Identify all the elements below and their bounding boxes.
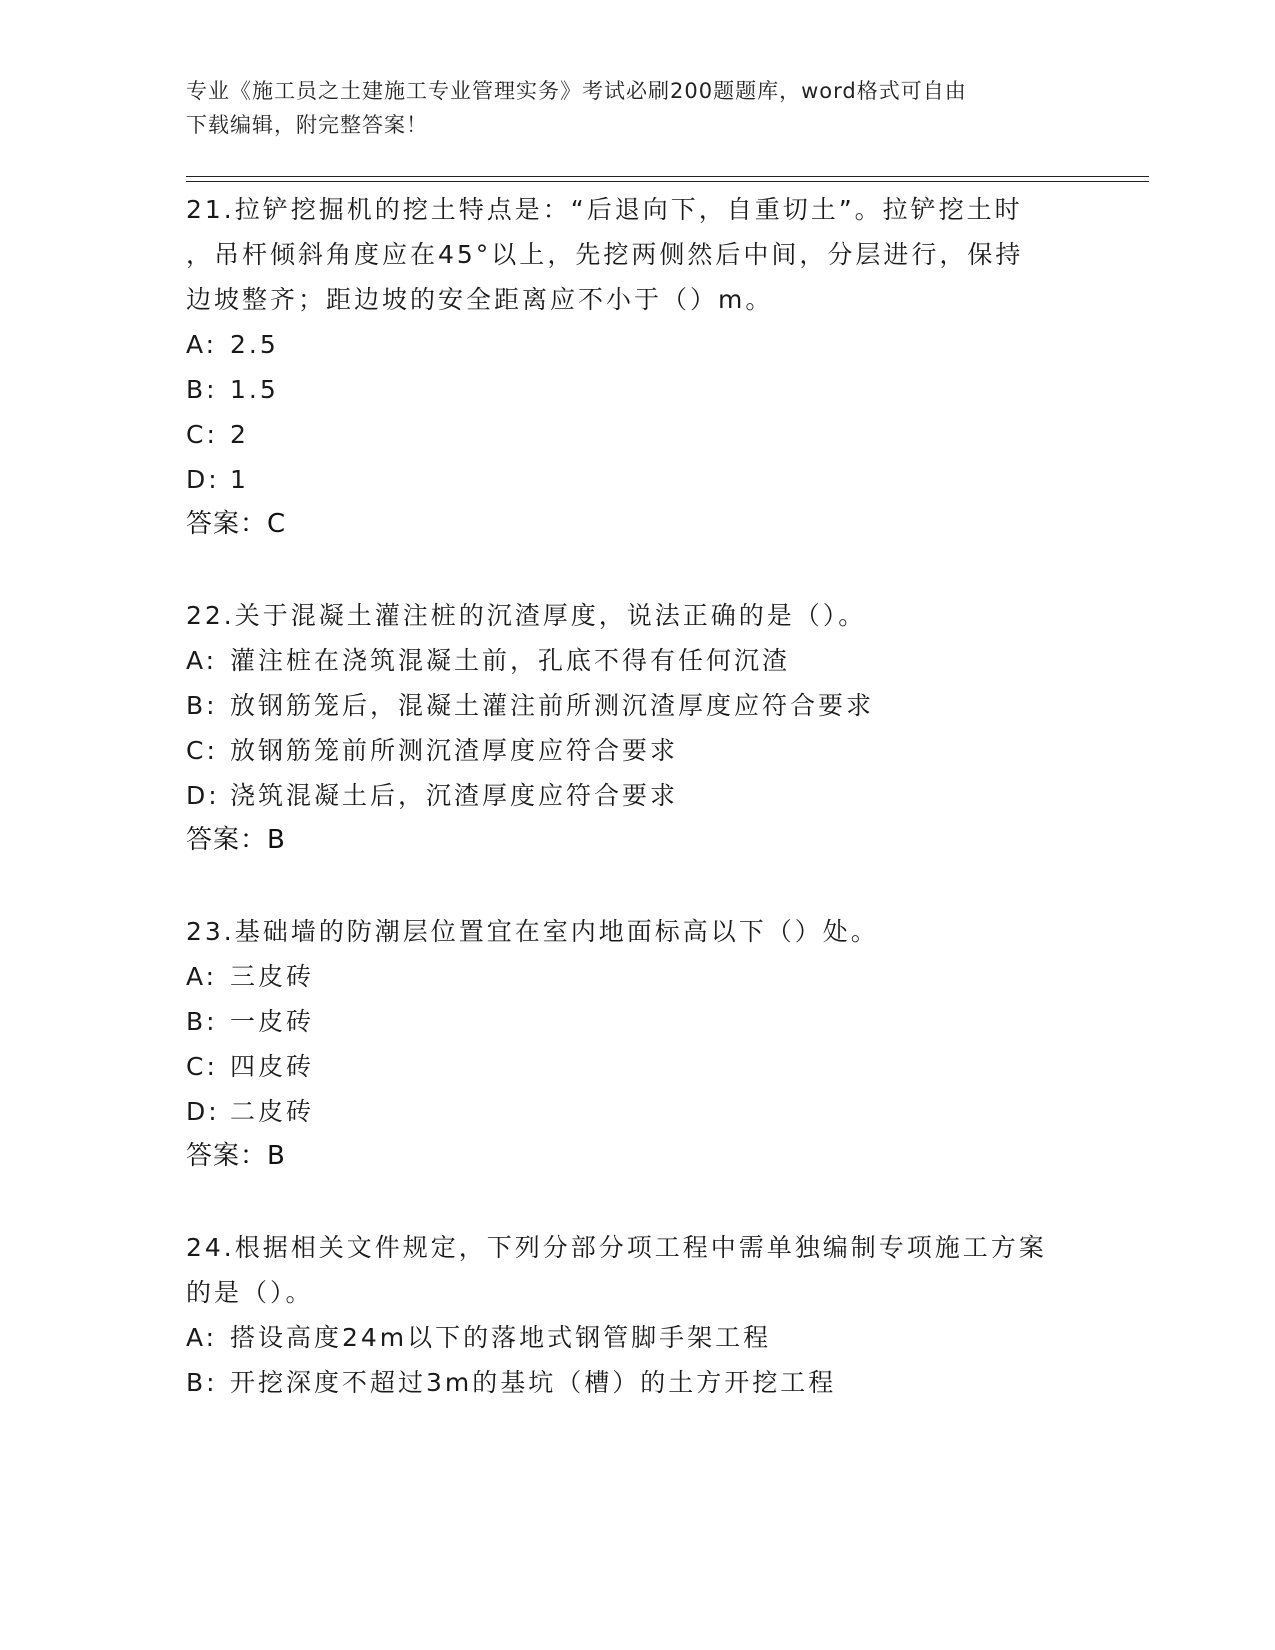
option-c	[186, 412, 1086, 457]
question-stem-line: 的是（）。	[186, 1278, 314, 1307]
header-divider-bottom	[186, 181, 1149, 182]
option-a	[186, 1315, 1086, 1360]
question-stem-line: ，吊杆倾斜角度应在45°以上，先挖两侧然后中间，分层进行，保持	[186, 240, 1024, 269]
option-text: 一皮砖	[230, 1007, 315, 1036]
option-text: 放钢筋笼后，混凝土灌注前所测沉渣厚度应符合要求	[230, 691, 875, 720]
option-text: 2	[230, 420, 249, 449]
question-stem-line: 22.关于混凝土灌注桩的沉渣厚度，说法正确的是（）。	[186, 601, 867, 630]
answer-label: 答案：B	[186, 825, 286, 855]
option-key: B:	[186, 1007, 218, 1036]
option-b	[186, 683, 1086, 728]
option-a	[186, 954, 1086, 999]
option-key: A:	[186, 1323, 218, 1352]
option-key: D:	[186, 781, 220, 810]
answer-label: 答案：C	[186, 509, 287, 539]
option-d	[186, 773, 1086, 818]
option-key: D:	[186, 1097, 220, 1126]
option-key: B:	[186, 1368, 218, 1397]
question-stem-line: 边坡整齐；距边坡的安全距离应不小于（）m。	[186, 285, 774, 314]
option-text: 四皮砖	[230, 1052, 315, 1081]
option-key: C:	[186, 736, 218, 765]
question-stem-line: 24.根据相关文件规定，下列分部分项工程中需单独编制专项施工方案	[186, 1233, 1047, 1262]
header-line-2: 下载编辑，附完整答案！	[186, 113, 428, 137]
question-22	[186, 593, 1086, 863]
option-d	[186, 1089, 1086, 1134]
option-b	[186, 1360, 1086, 1405]
option-key: C:	[186, 1052, 218, 1081]
option-key: B:	[186, 375, 218, 404]
option-b	[186, 999, 1086, 1044]
option-key: C:	[186, 420, 218, 449]
option-text: 放钢筋笼前所测沉渣厚度应符合要求	[230, 736, 679, 765]
option-c	[186, 1044, 1086, 1089]
option-text: 三皮砖	[230, 962, 315, 991]
option-key: A:	[186, 962, 218, 991]
option-text: 2.5	[230, 330, 279, 359]
option-text: 搭设高度24m以下的落地式钢管脚手架工程	[230, 1323, 772, 1352]
option-b	[186, 367, 1086, 412]
question-24	[186, 1225, 1086, 1405]
document-header	[186, 74, 1066, 142]
option-key: A:	[186, 646, 218, 675]
option-text: 浇筑混凝土后，沉渣厚度应符合要求	[230, 781, 679, 810]
option-text: 二皮砖	[230, 1097, 315, 1126]
question-23	[186, 909, 1086, 1179]
option-text: 灌注桩在浇筑混凝土前，孔底不得有任何沉渣	[230, 646, 791, 675]
question-stem-line: 23.基础墙的防潮层位置宜在室内地面标高以下（）处。	[186, 917, 879, 946]
option-text: 1	[230, 465, 249, 494]
option-key: B:	[186, 691, 218, 720]
option-c	[186, 728, 1086, 773]
question-21	[186, 187, 1086, 547]
answer-label: 答案：B	[186, 1141, 286, 1171]
option-text: 开挖深度不超过3m的基坑（槽）的土方开挖工程	[230, 1368, 837, 1397]
option-a	[186, 638, 1086, 683]
option-d	[186, 457, 1086, 502]
question-list	[186, 187, 1086, 1451]
option-key: A:	[186, 330, 218, 359]
header-divider-top	[186, 176, 1149, 177]
option-a	[186, 322, 1086, 367]
option-text: 1.5	[230, 375, 279, 404]
header-line-1: 专业《施工员之土建施工专业管理实务》考试必刷200题题库，word格式可自由	[186, 79, 967, 103]
option-key: D:	[186, 465, 220, 494]
question-stem-line: 21.拉铲挖掘机的挖土特点是：“后退向下，自重切土”。拉铲挖土时	[186, 195, 1023, 224]
